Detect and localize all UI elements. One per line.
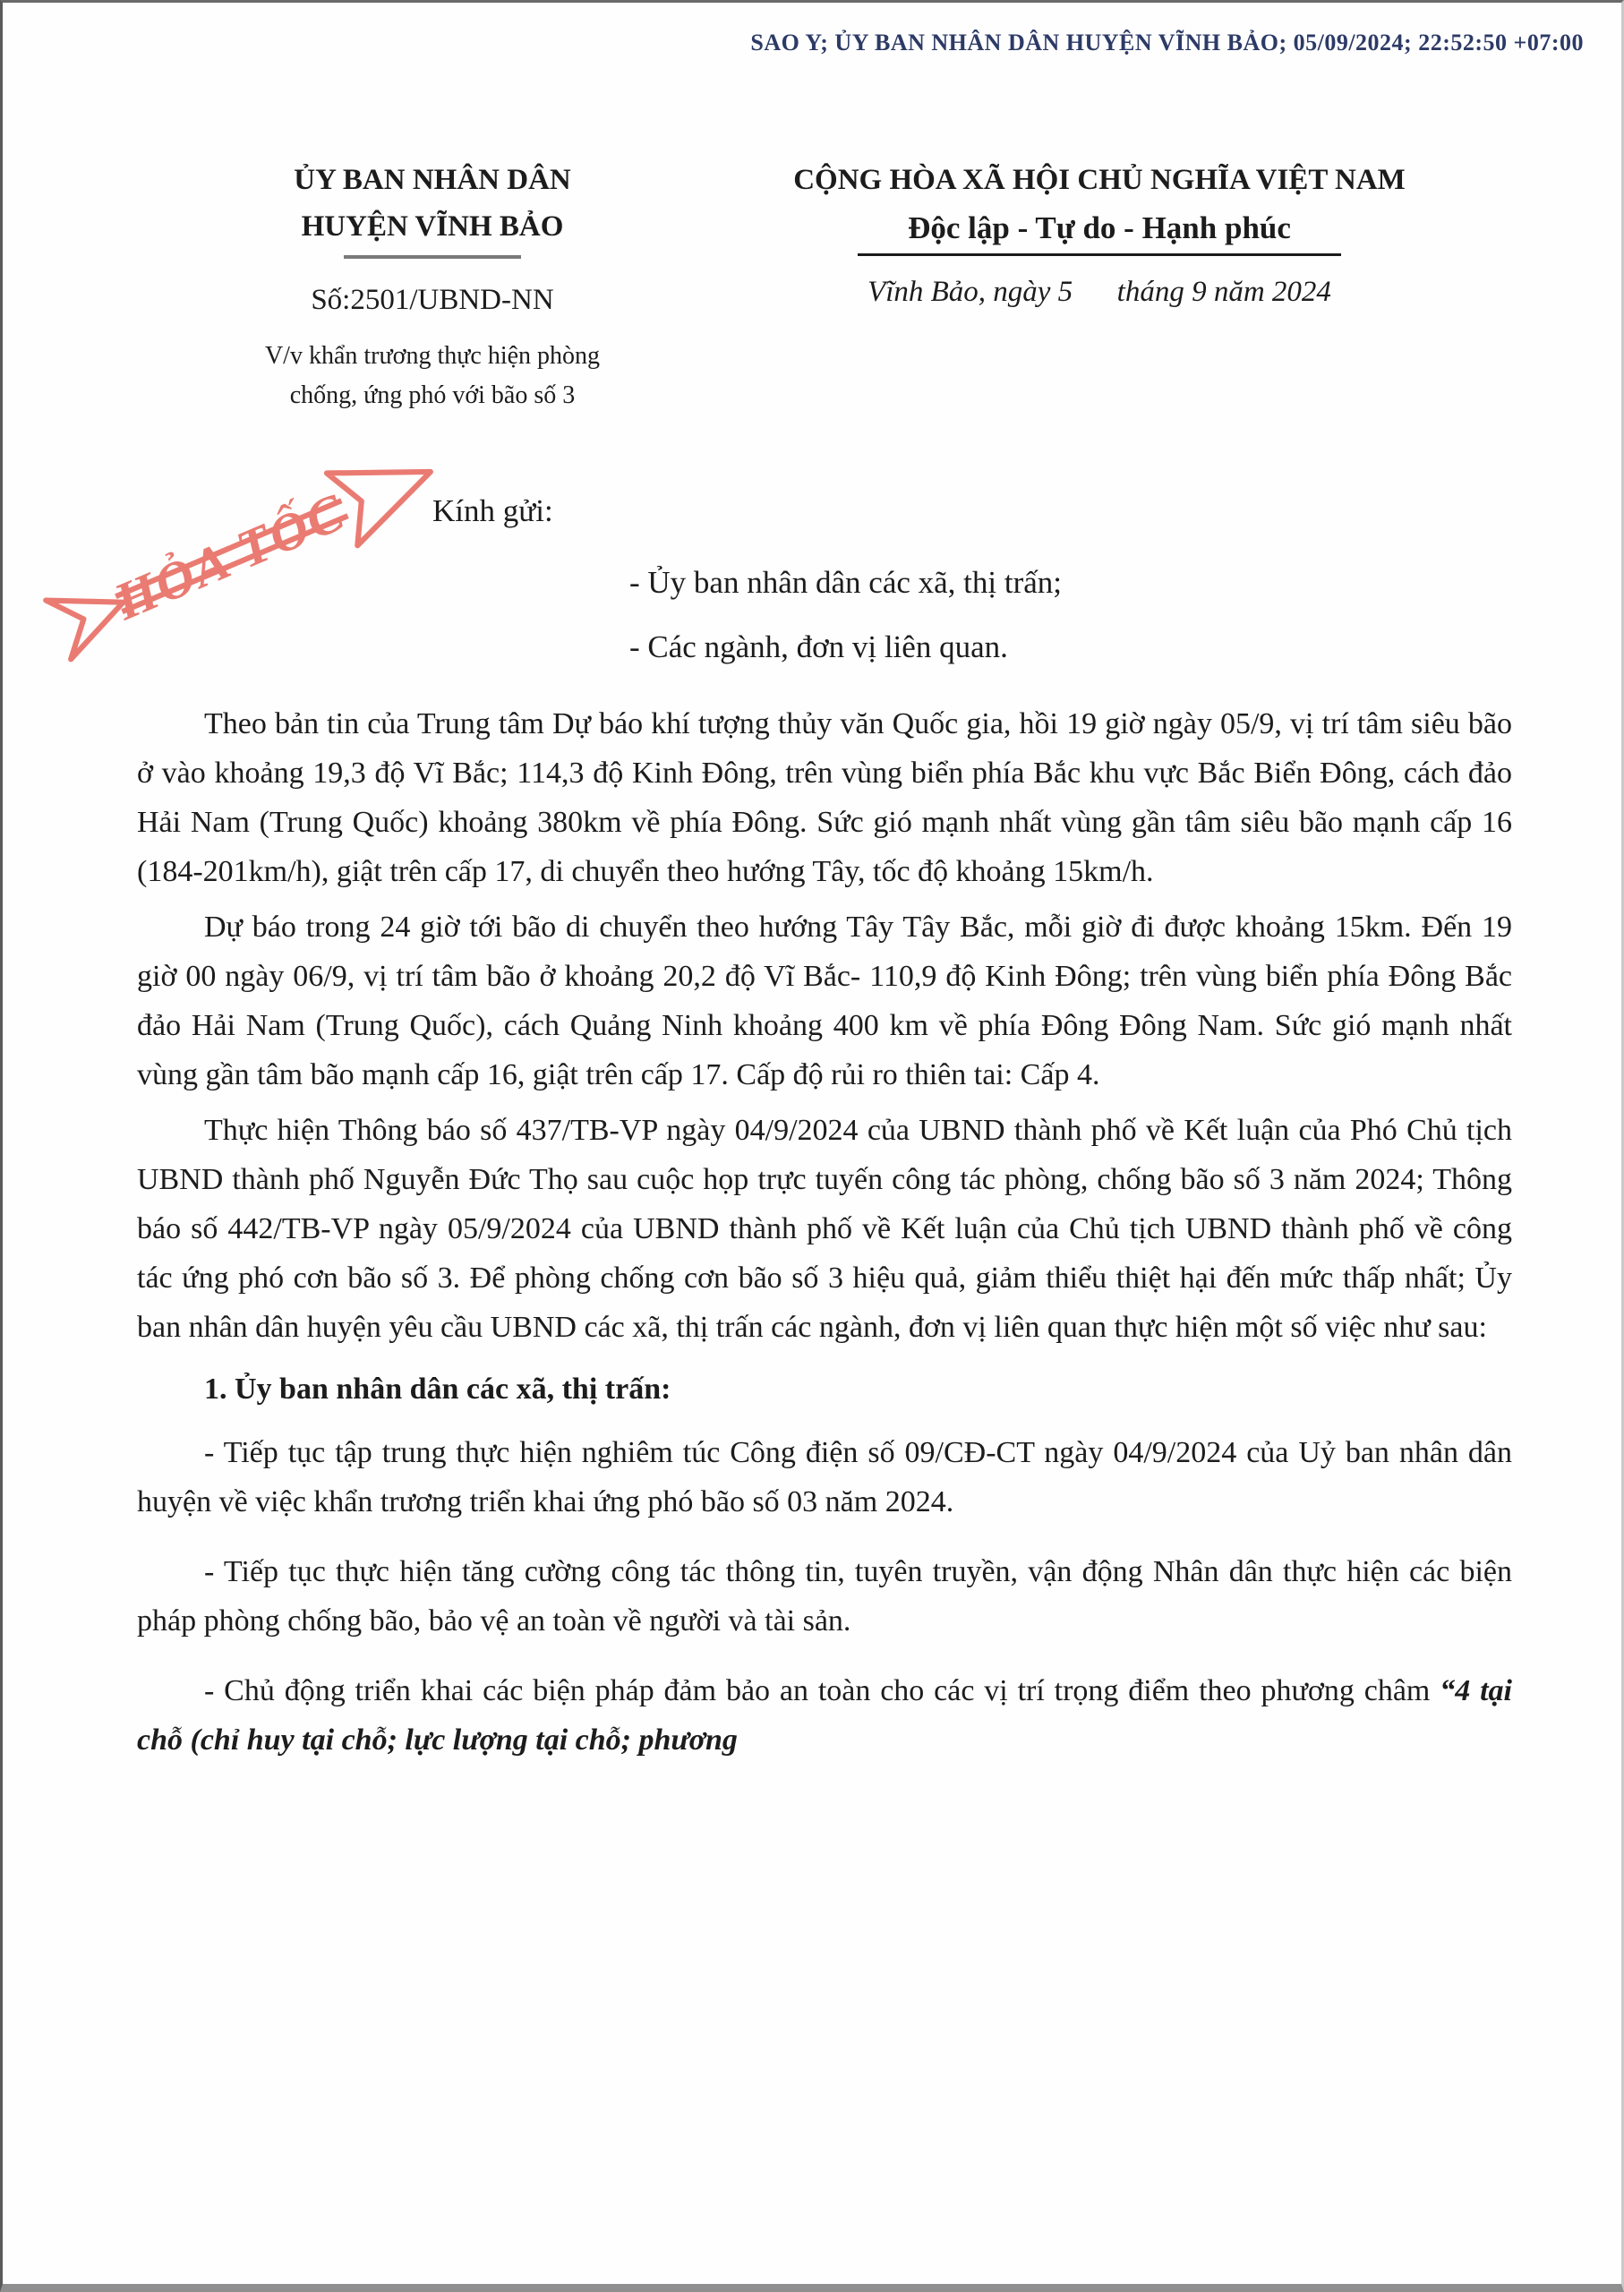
- body-paragraph-1: Theo bản tin của Trung tâm Dự báo khí tượng thủy văn Quốc gia, hồi 19 giờ ngày 05/9, vị trí tâm siêu bão ở vào khoảng 19,3 độ Vĩ Bắc; 114,3 độ Kinh Đông, trên vùng biển phía Bắc khu vực Bắc Biển Đông, cách đảo Hải Nam (Trung Quốc) khoảng 380km về phía Đông. Sức gió mạnh nhất vùng gần tâm siêu bão mạnh cấp 16 (184-201km/h), giật trên cấp 17, di chuyển theo hướng Tây, tốc độ khoảng 15km/h.: [137, 707, 1512, 888]
- document-subject: [164, 337, 701, 415]
- recipient-item-1: - Ủy ban nhân dân các xã, thị trấn;: [629, 565, 1063, 600]
- body-paragraph-2: Dự báo trong 24 giờ tới bão di chuyển theo hướng Tây Tây Bắc, mỗi giờ đi được khoảng 15km. Đến 19 giờ 00 ngày 06/9, vị trí tâm bão ở khoảng 20,2 độ Vĩ Bắc- 110,9 độ Kinh Đông; trên vùng biển phía Đông Bắc đảo Hải Nam (Trung Quốc), cách Quảng Ninh khoảng 400 km về phía Đông Đông Nam. Sức gió mạnh nhất vùng gần tâm bão mạnh cấp 16, giật trên cấp 17. Cấp độ rủi ro thiên tai: Cấp 4.: [137, 911, 1512, 1091]
- recipient-list: [629, 551, 1062, 680]
- section-1-item-3-motto: “4 tại chỗ (chỉ huy tại chỗ; lực lượng tại chỗ; phương: [137, 1674, 1512, 1757]
- subject-line2: chống, ứng phó với bão số 3: [289, 381, 576, 409]
- issuing-org-line2: HUYỆN VĨNH BẢO: [301, 210, 564, 243]
- certification-stamp-line: SAO Y; ỦY BAN NHÂN DÂN HUYỆN VĨNH BẢO; 05/09/2024; 22:52:50 +07:00: [750, 30, 1584, 56]
- document-body: [137, 699, 1512, 1785]
- issuing-org-line1: ỦY BAN NHÂN DÂN: [294, 164, 571, 196]
- national-motto-line1: CỘNG HÒA XÃ HỘI CHỦ NGHĨA VIỆT NAM: [793, 164, 1406, 196]
- urgent-stamp-label: HỎA TỐC: [106, 481, 355, 632]
- org-underline-rule: [344, 255, 521, 259]
- motto-underline-rule: [858, 253, 1341, 256]
- subject-line1: V/v khẩn trương thực hiện phòng: [264, 342, 601, 370]
- recipient-item-2: - Các ngành, đơn vị liên quan.: [629, 629, 1008, 664]
- section-1-item-1: - Tiếp tục tập trung thực hiện nghiêm túc Công điện số 09/CĐ-CT ngày 04/9/2024 của Uỷ ban nhân dân huyện về việc khẩn trương triển khai ứng phó bão số 03 năm 2024.: [137, 1436, 1512, 1518]
- header-issuing-authority: [164, 157, 701, 415]
- body-paragraph-3: Thực hiện Thông báo số 437/TB-VP ngày 04/9/2024 của UBND thành phố về Kết luận của Phó Chủ tịch UBND thành phố Nguyễn Đức Thọ sau cuộc họp trực tuyến công tác phòng, chống bão số 3 năm 2024; Thông báo số 442/TB-VP ngày 05/9/2024 của UBND thành phố về Kết luận của Chủ tịch UBND thành phố về công tác ứng phó cơn bão số 3. Để phòng chống cơn bão số 3 hiệu quả, giảm thiểu thiệt hại đến mức thấp nhất; Ủy ban nhân dân huyện yêu cầu UBND các xã, thị trấn các ngành, đơn vị liên quan thực hiện một số việc như sau:: [137, 1114, 1512, 1344]
- section-1-heading: 1. Ủy ban nhân dân các xã, thị trấn:: [204, 1373, 671, 1406]
- document-number: Số:2501/UBND-NN: [311, 284, 554, 316]
- salutation: Kính gửi:: [432, 493, 553, 528]
- section-1-item-2: - Tiếp tục thực hiện tăng cường công tác thông tin, tuyên truyền, vận động Nhân dân thực hiện các biện pháp phòng chống bão, bảo vệ an toàn về người và tài sản.: [137, 1555, 1512, 1638]
- national-motto-line2: Độc lập - Tự do - Hạnh phúc: [908, 210, 1291, 245]
- header-national-title: [697, 157, 1502, 309]
- place-and-date: Vĩnh Bảo, ngày 5 tháng 9 năm 2024: [868, 276, 1331, 308]
- section-1-item-3: [137, 1666, 1512, 1765]
- section-1-item-3-text: - Chủ động triển khai các biện pháp đảm bảo an toàn cho các vị trí trọng điểm theo phương châm: [204, 1674, 1440, 1707]
